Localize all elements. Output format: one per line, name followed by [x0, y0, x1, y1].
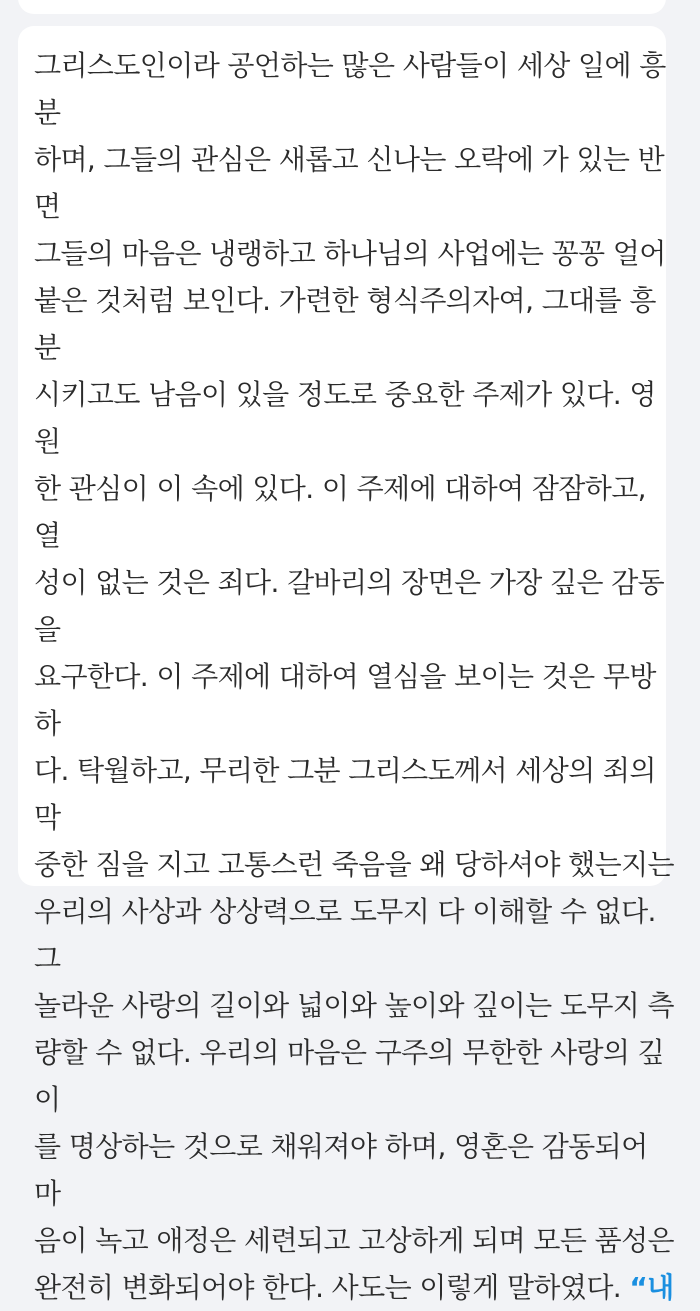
- reading-card: [18, 26, 674, 1304]
- previous-card: [18, 0, 666, 14]
- article-text: 그리스도인이라 공언하는 많은 사람들이 세상 일에 흥분 하며, 그들의 관심은 새롭고 신나는 오락에 가 있는 반면 그들의 마음은 냉랭하고 하나님의 사업에는 꽁꽁 얼어 붙은 것처럼 보인다. 가련한 형식주의자여, 그대를 흥분 시키고도 남음이 있을 정도로 중요한 주제가 있다. 영원 한 관심이 이 속에 있다. 이 주제에 대하여 잠잠하고, 열 성이 없는 것은 죄다. 갈바리의 장면은 가장 깊은 감동을 요구한다. 이 주제에 대하여 열심을 보이는 것은 무방하 다. 탁월하고, 무리한 그분 그리스도께서 세상의 죄의 막 중한 짐을 지고 고통스런 죽음을 왜 당하셔야 했는지는 우리의 사상과 상상력으로 도무지 다 이해할 수 없다. 그 놀라운 사랑의 길이와 넓이와 높이와 깊이는 도무지 측 량할 수 없다. 우리의 마음은 구주의 무한한 사랑의 깊이 를 명상하는 것으로 채워져야 하며, 영혼은 감동되어 마 음이 녹고 애정은 세련되고 고상하게 되며 모든 품성은 완전히 변화되어야 한다. 사도는 이렇게 말하였다.: [34, 49, 674, 1304]
- article-body: [34, 42, 674, 1311]
- quote-start: “내: [629, 1271, 674, 1304]
